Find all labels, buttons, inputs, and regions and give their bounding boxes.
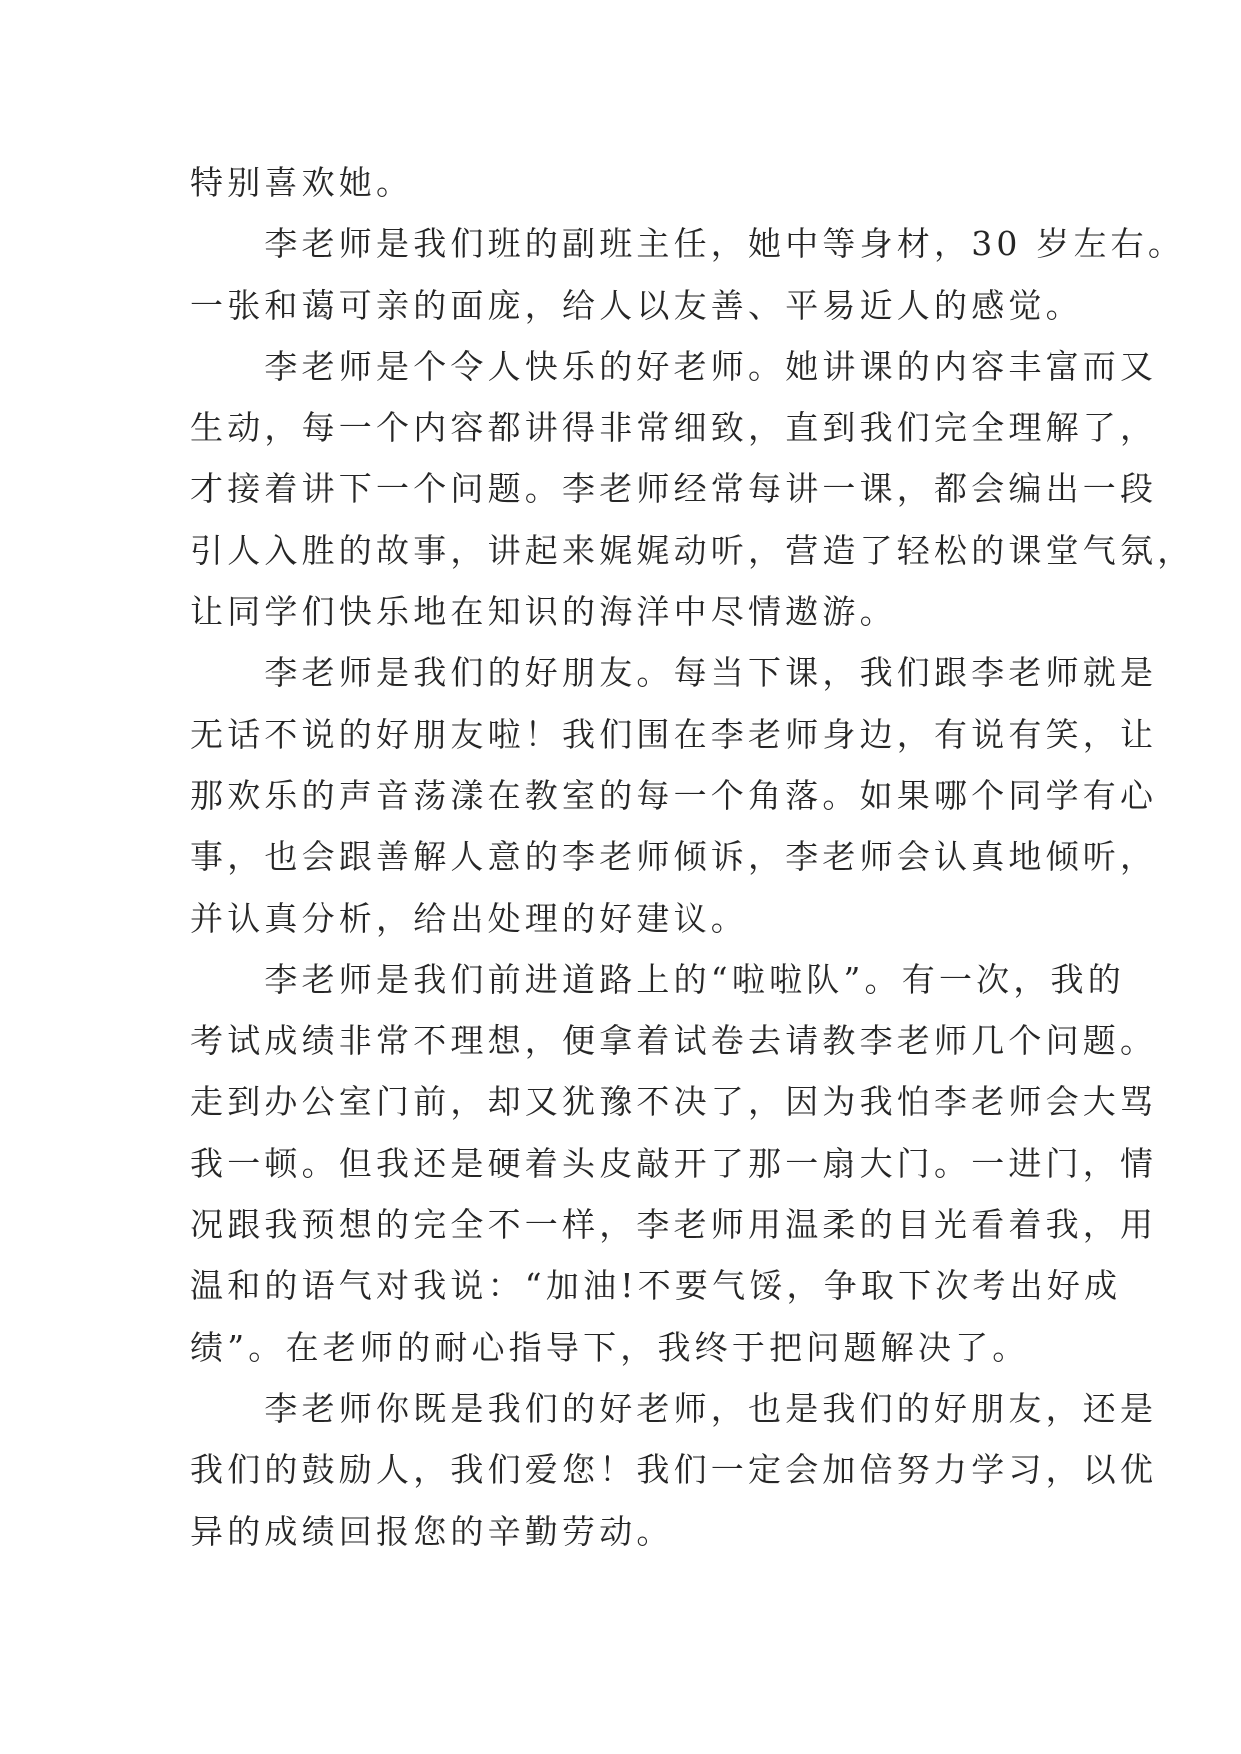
text-line: 无话不说的好朋友啦！我们围在李老师身边，有说有笑，让 bbox=[190, 714, 1158, 754]
text-line: 引人入胜的故事，讲起来娓娓动听，营造了轻松的课堂气氛， bbox=[190, 530, 1195, 570]
text-line: 李老师是我们班的副班主任，她中等身材，30 岁左右。 bbox=[190, 224, 1186, 264]
text-line: 走到办公室门前，却又犹豫不决了，因为我怕李老师会大骂 bbox=[190, 1082, 1158, 1122]
essay-body bbox=[190, 152, 1195, 1562]
text-line: 况跟我预想的完全不一样，李老师用温柔的目光看着我，用 bbox=[190, 1205, 1158, 1245]
text-line: 一张和蔼可亲的面庞，给人以友善、平易近人的感觉。 bbox=[190, 285, 1083, 325]
text-line: 那欢乐的声音荡漾在教室的每一个角落。如果哪个同学有心 bbox=[190, 775, 1158, 815]
text-line: 才接着讲下一个问题。李老师经常每讲一课，都会编出一段 bbox=[190, 469, 1158, 509]
text-line: 我们的鼓励人，我们爱您！我们一定会加倍努力学习，以优 bbox=[190, 1450, 1158, 1490]
text-line: 让同学们快乐地在知识的海洋中尽情遨游。 bbox=[190, 592, 897, 632]
text-line: 温和的语气对我说：“加油!不要气馁，争取下次考出好成 bbox=[190, 1266, 1122, 1306]
text-line: 并认真分析，给出处理的好建议。 bbox=[190, 898, 748, 938]
text-line: 生动，每一个内容都讲得非常细致，直到我们完全理解了， bbox=[190, 408, 1158, 448]
text-line: 李老师你既是我们的好老师，也是我们的好朋友，还是 bbox=[190, 1388, 1158, 1428]
text-line: 特别喜欢她。 bbox=[190, 163, 414, 202]
text-line: 绩”。在老师的耐心指导下，我终于把问题解决了。 bbox=[190, 1327, 1030, 1367]
text-line: 我一顿。但我还是硬着头皮敲开了那一扇大门。一进门，情 bbox=[190, 1143, 1158, 1183]
text-line: 李老师是个令人快乐的好老师。她讲课的内容丰富而又 bbox=[190, 346, 1158, 386]
text-line: 李老师是我们的好朋友。每当下课，我们跟李老师就是 bbox=[190, 653, 1158, 693]
text-line: 李老师是我们前进道路上的“啦啦队”。有一次，我的 bbox=[190, 959, 1125, 999]
text-line: 事，也会跟善解人意的李老师倾诉，李老师会认真地倾听， bbox=[190, 837, 1158, 877]
text-line: 异的成绩回报您的辛勤劳动。 bbox=[190, 1511, 674, 1551]
text-line: 考试成绩非常不理想，便拿着试卷去请教李老师几个问题。 bbox=[190, 1021, 1158, 1061]
